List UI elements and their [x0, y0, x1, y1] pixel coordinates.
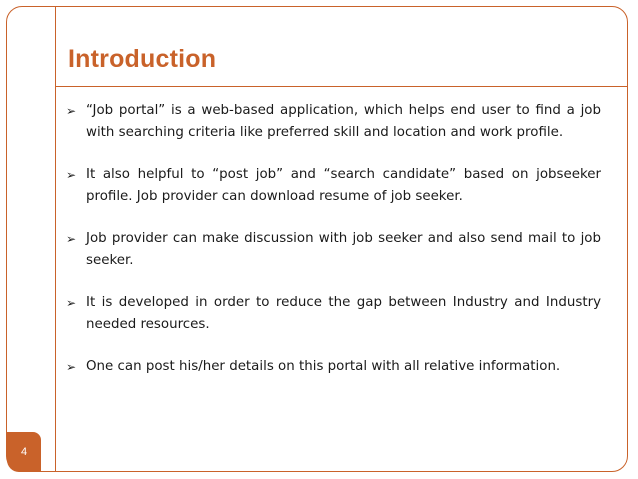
arrowhead-bullet-icon: ➢	[66, 104, 77, 118]
bullet-text: It also helpful to “post job” and “search candidate” based on jobseeker profile. Job provider can download resume of job seeker.	[86, 167, 601, 204]
arrowhead-bullet-icon: ➢	[66, 360, 77, 374]
bullet-list	[66, 100, 601, 378]
bullet-text: It is developed in order to reduce the gap between Industry and Industry needed resources.	[86, 295, 601, 332]
page-number-badge: 4	[7, 432, 41, 472]
bullet-item	[66, 356, 601, 378]
title-underline-rule	[56, 86, 627, 87]
bullet-text: One can post his/her details on this portal with all relative information.	[86, 359, 561, 374]
left-vertical-rule	[55, 6, 56, 472]
arrowhead-bullet-icon: ➢	[66, 168, 77, 182]
bullet-item	[66, 164, 601, 208]
arrowhead-bullet-icon: ➢	[66, 296, 77, 310]
bullet-text: Job provider can make discussion with job seeker and also send mail to job seeker.	[86, 231, 601, 268]
arrowhead-bullet-icon: ➢	[66, 232, 77, 246]
bullet-item	[66, 292, 601, 336]
bullet-item	[66, 100, 601, 144]
bullet-item	[66, 228, 601, 272]
bullet-text: “Job portal” is a web-based application, which helps end user to find a job with searching criteria like preferred skill and location and work profile.	[86, 103, 601, 140]
slide-title: Introduction	[68, 45, 217, 73]
